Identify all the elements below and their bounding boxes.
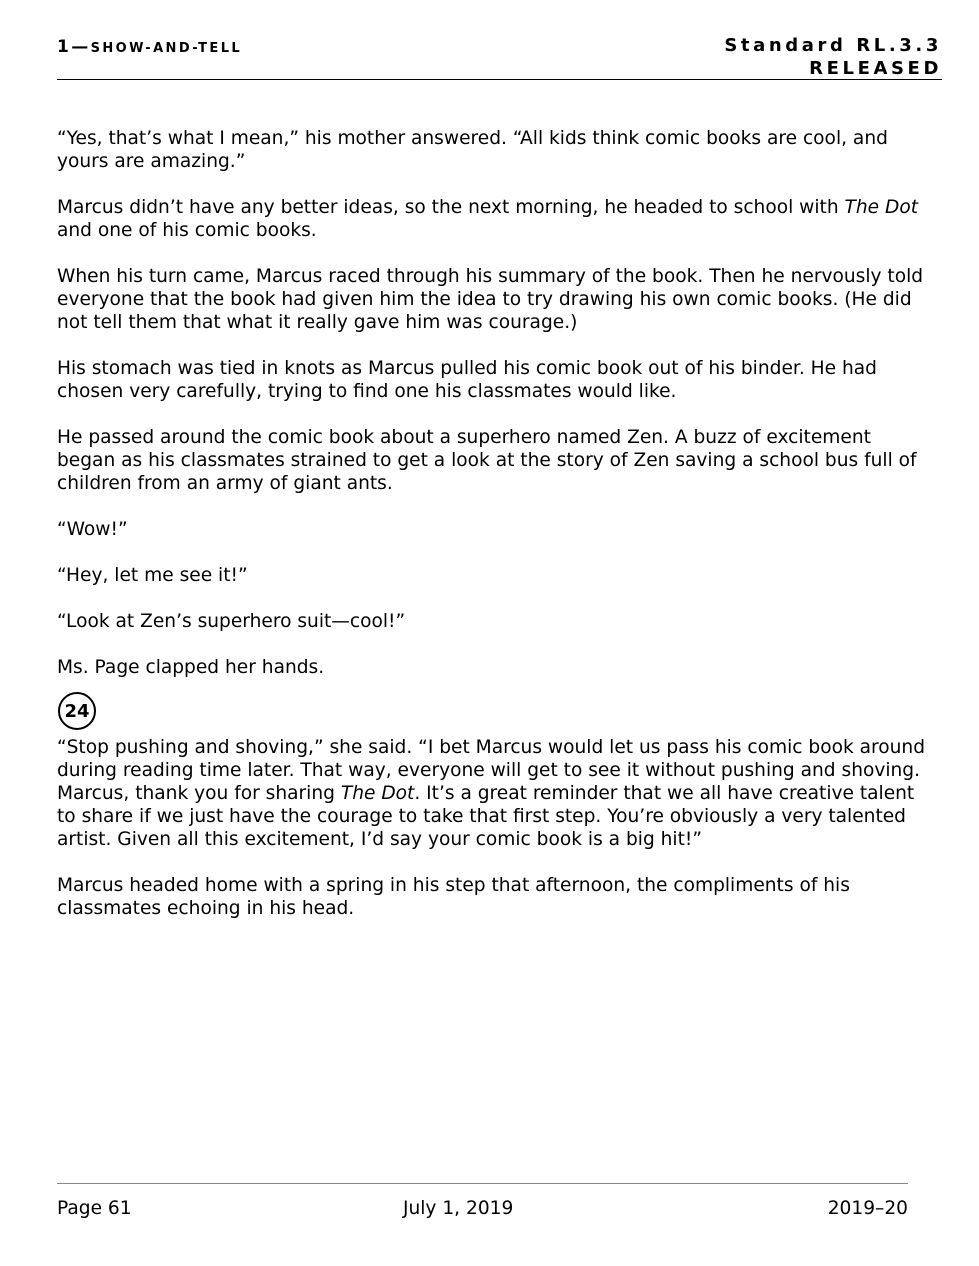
section-name: SHOW-AND-TELL bbox=[90, 41, 243, 56]
paragraph: His stomach was tied in knots as Marcus pulled his comic book out of his binder. He had chosen very carefully, trying to find one his classmates would like. bbox=[57, 358, 877, 402]
book-title: The Dot bbox=[340, 783, 415, 804]
paragraph: “Wow!” bbox=[57, 519, 128, 540]
section-title bbox=[57, 37, 242, 57]
paragraph: “Look at Zen’s superhero suit—cool!” bbox=[57, 611, 406, 632]
school-year: 2019–20 bbox=[827, 1198, 908, 1219]
paragraph-text: “Stop pushing and shoving,” she said. “I bet Marcus would let us pass his comic book around during reading time later. That way, everyone will get to see it without pushing and shoving. Marcus, thank you for sharing bbox=[57, 737, 926, 804]
paragraph-text: Marcus didn’t have any better ideas, so the next morning, he headed to school with bbox=[57, 197, 845, 218]
release-status: RELEASED bbox=[809, 58, 942, 79]
section-number: 1 bbox=[57, 37, 72, 57]
paragraph-text: . It’s a great reminder that we all have creative talent to share if we just have the courage to take that first step. You’re obviously a very talented artist. Given all this excitement, I’d say your comic book is a big hit!” bbox=[57, 783, 915, 850]
paragraph: “Hey, let me see it!” bbox=[57, 565, 248, 586]
page-number: Page 61 bbox=[57, 1198, 132, 1219]
paragraph: Marcus headed home with a spring in his step that afternoon, the compliments of his classmates echoing in his head. bbox=[57, 875, 850, 919]
paragraph-number-badge: 24 bbox=[58, 692, 96, 730]
paragraph bbox=[57, 196, 927, 242]
paragraph: He passed around the comic book about a superhero named Zen. A buzz of excitement began as his classmates strained to get a look at the story of Zen saving a school bus full of children from an army of giant ants. bbox=[57, 427, 917, 494]
page-header bbox=[57, 34, 942, 80]
paragraph: “Yes, that’s what I mean,” his mother answered. “All kids think comic books are cool, and yours are amazing.” bbox=[57, 128, 888, 172]
passage-body bbox=[57, 127, 927, 943]
book-title: The Dot bbox=[844, 197, 919, 218]
paragraph: When his turn came, Marcus raced through his summary of the book. Then he nervously told everyone that the book had given him the idea to try drawing his own comic books. (He did not tell them that what it really gave him was courage.) bbox=[57, 266, 924, 333]
release-date: July 1, 2019 bbox=[403, 1198, 514, 1219]
section-dash: — bbox=[71, 37, 91, 57]
page-footer bbox=[57, 1183, 908, 1228]
standard-code: Standard RL.3.3 bbox=[724, 35, 942, 56]
paragraph-text: and one of his comic books. bbox=[57, 220, 317, 241]
paragraph bbox=[57, 736, 927, 851]
standard-info bbox=[724, 34, 942, 80]
paragraph: Ms. Page clapped her hands. bbox=[57, 657, 325, 678]
